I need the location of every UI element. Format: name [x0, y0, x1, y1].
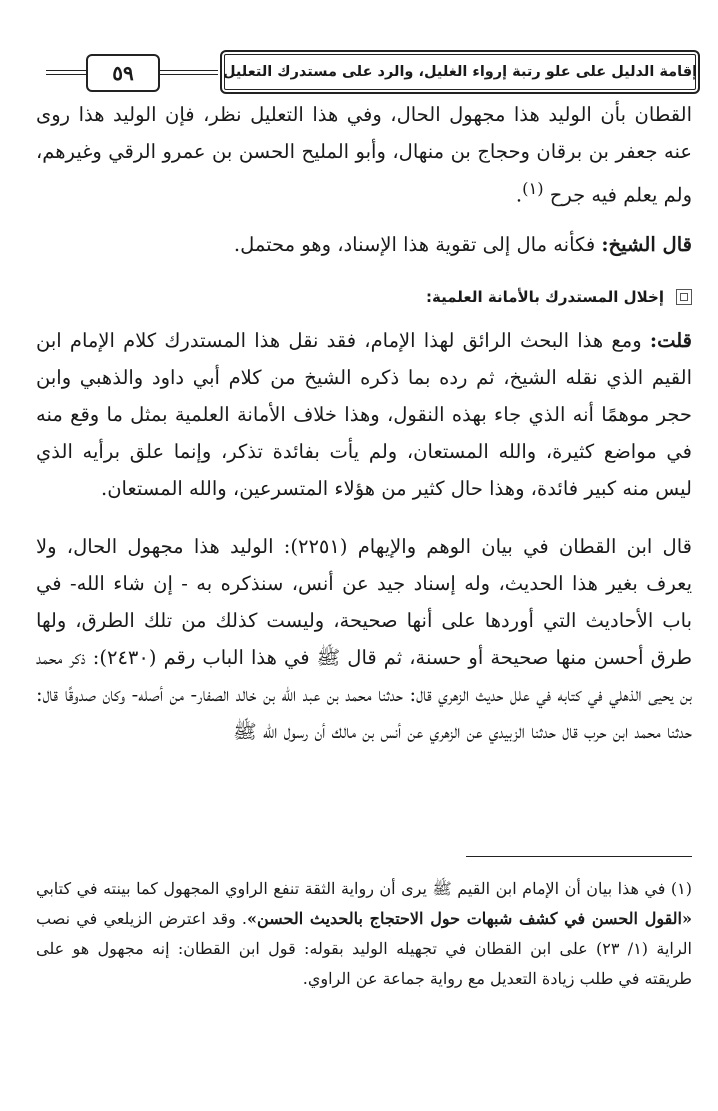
- footnote-text-2: . وقد اعترض الزيلعي في نصب الراية (١/ ٢٣) على ابن القطان في تجهيله الوليد بقوله: قول ابن القطان: إنه مجهول هو على طريقته في طلب زيادة التعديل مع رواية جماعة عن الراوي.: [36, 909, 693, 988]
- header-rule-left: [46, 70, 86, 75]
- footnote-text-1: (١) في هذا بيان أن الإمام ابن القيم ﷺ يرى أن رواية الثقة تنفع الراوي المجهول كما بينته في كتابي: [36, 879, 692, 898]
- paragraph-1: [36, 96, 692, 214]
- footnote: [36, 874, 692, 994]
- paragraph-1-end: .: [515, 183, 523, 207]
- running-title: إقامة الدليل على علو رتبة إرواء الغليل، والرد على مستدرك التعليل: [220, 50, 700, 94]
- header-rule-middle: [158, 70, 218, 75]
- paragraph-2: [36, 226, 692, 263]
- section-heading-text: إخلال المستدرك بالأمانة العلمية:: [425, 288, 664, 306]
- paragraph-4-text: قال ابن القطان في بيان الوهم والإيهام (٢٢٥١): الوليد هذا مجهول الحال، ولا يعرف بغير هذا الحديث، وله إسناد جيد عن أنس، سنذكره به - إن شاء الله- في باب الأحاديث التي أوردها على أنها صحيحة، وليست كذلك من تلك الطرق، ولها طرق أحسن منها صحيحة أو حسنة، ثم قال ﷺ في هذا الباب رقم (٢٤٣٠): ذكر محمد بن يحيى الذهلي في كتابه في علل حديث الزهري قال: حدثنا محمد بن عبد الله بن خالد الصفار- من أصله- وكان صدوقًا قال: حدثنا محمد ابن حرب قال حدثنا الزبيدي عن الزهري عن أنس بن مالك أن رسول الله ﷺ: [36, 535, 692, 743]
- paragraph-3-label: قلت:: [649, 329, 692, 352]
- paragraph-4: [36, 528, 692, 750]
- paragraph-1-text: القطان بأن الوليد هذا مجهول الحال، وفي هذا التعليل نظر، فإن الوليد هذا روى عنه جعفر بن برقان وحجاج بن منهال، وأبو المليح الحسن بن عمرو الرقي وغيرهم، ولم يعلم فيه جرح: [36, 103, 692, 207]
- paragraph-2-text: فكأنه مال إلى تقوية هذا الإسناد، وهو محتمل.: [233, 233, 602, 256]
- page-number: ٥٩: [86, 54, 160, 92]
- page-header: [46, 46, 696, 94]
- paragraph-3-text: ومع هذا البحث الرائق لهذا الإمام، فقد نقل هذا المستدرك كلام الإمام ابن القيم الذي نقله الشيخ، ثم رده بما ذكره الشيخ من كلام أبي داود والذهبي وابن حجر موهمًا أنه الذي جاء بهذه النقول، وهذا خلاف الأمانة العلمية بمثل ما وقع منه في مواضع كثيرة، والله المستعان، ولم يأت بفائدة تذكر، وإنما علق برأيه الذي ليس منه كبير فائدة، وهذا حال كثير من هؤلاء المتسرعين، والله المستعان.: [36, 329, 692, 500]
- footnote-marker: (١): [522, 179, 544, 198]
- footnote-separator: [466, 856, 692, 857]
- footnote-book-title: «القول الحسن في كشف شبهات حول الاحتجاج بالحديث الحسن»: [247, 909, 693, 928]
- section-heading: [36, 282, 692, 312]
- ornament-icon: [676, 289, 692, 305]
- paragraph-3: [36, 322, 692, 507]
- paragraph-2-label: قال الشيخ:: [601, 233, 692, 256]
